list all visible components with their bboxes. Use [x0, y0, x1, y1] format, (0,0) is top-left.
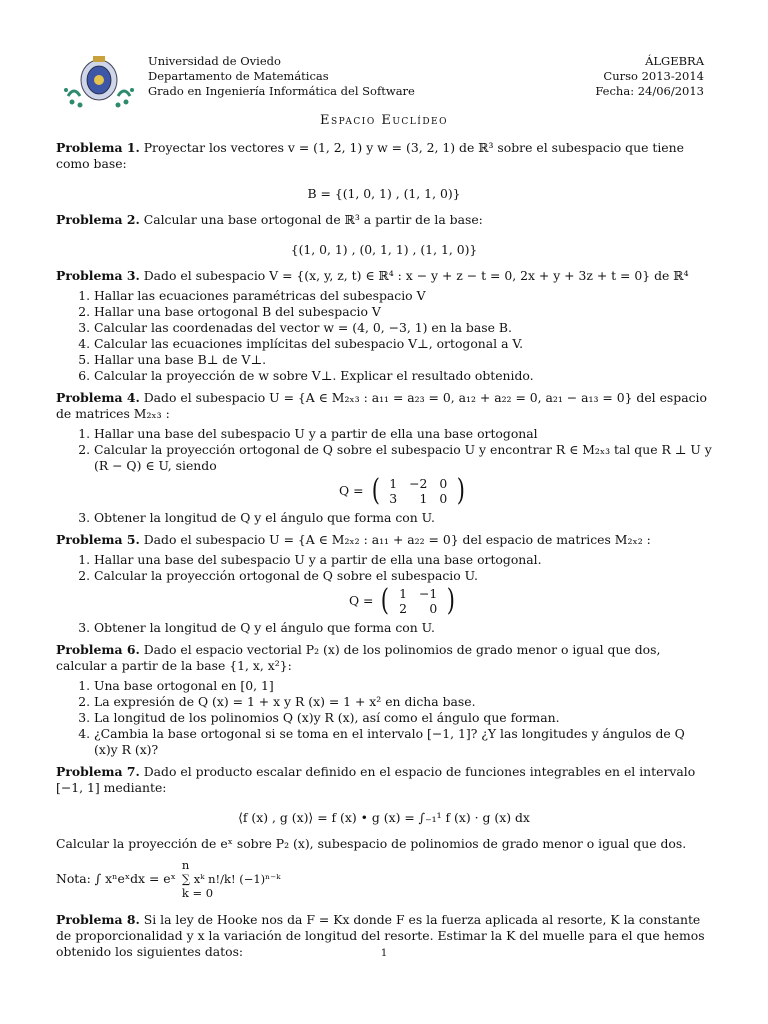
list-item: 3. Obtener la longitud de Q y el ángulo que forma con U.	[94, 620, 712, 636]
matrix-cell: 3	[389, 491, 398, 506]
list-item: 3. Obtener la longitud de Q y el ángulo que forma con U.	[94, 510, 712, 526]
problems-content	[56, 140, 712, 960]
sum-body: ∑ xᵏ n!/k! (−1)ⁿ⁻ᵏ	[181, 872, 281, 886]
problem-label: Problema 2.	[56, 212, 140, 227]
matrix-label: Q =	[339, 483, 364, 498]
problem-label: Problema 5.	[56, 532, 140, 547]
problem-7-followup: Calcular la proyección de eˣ sobre P₂ (x), subespacio de polinomios de grado menor o igual que dos.	[56, 836, 687, 851]
problem-text: Dado el subespacio V = {(x, y, z, t) ∈ ℝ⁴ : x − y + z − t = 0, 2x + y + 3z + t = 0} de ℝ⁴	[143, 268, 689, 283]
list-item-text: Calcular la proyección ortogonal de Q sobre el subespacio U.	[94, 568, 478, 583]
problem-label: Problema 6.	[56, 642, 140, 657]
department-name: Departamento de Matemáticas	[148, 69, 329, 83]
matrix-cell: 0	[439, 491, 448, 506]
problem-6-list	[56, 678, 712, 758]
problem-3	[56, 268, 712, 284]
list-item-text: Calcular la proyección ortogonal de Q sobre el subespacio U y encontrar R ∈ M₂ₓ₃ tal que R ⊥ U y (R − Q) ∈ U, siendo	[94, 442, 712, 473]
matrix-q	[94, 583, 712, 618]
list-item: 5. Hallar una base B⊥ de V⊥.	[94, 352, 712, 368]
list-item: 2. La expresión de Q (x) = 1 + x y R (x) = 1 + x² en dicha base.	[94, 694, 712, 710]
equation: B = {(1, 0, 1) , (1, 1, 0)}	[307, 186, 461, 201]
problem-text: Dado el producto escalar definido en el espacio de funciones integrables en el intervalo [−1, 1] mediante:	[56, 764, 696, 795]
problem-text: Calcular una base ortogonal de ℝ³ a partir de la base:	[143, 212, 483, 227]
university-crest-logo	[58, 50, 140, 112]
problem-label: Problema 1.	[56, 140, 140, 155]
header-course-info	[595, 54, 704, 99]
matrix-q	[94, 473, 712, 508]
list-item	[94, 568, 712, 616]
matrix-cell: 0	[429, 601, 438, 616]
problem-5-list	[56, 552, 712, 636]
problem-4	[56, 390, 712, 422]
list-item: 1. Hallar una base del subespacio U y a partir de ella una base ortogonal.	[94, 552, 712, 568]
left-paren: (	[371, 473, 380, 508]
right-paren: )	[447, 583, 456, 618]
left-paren: (	[381, 583, 390, 618]
matrix-cell: 1	[399, 586, 408, 601]
problem-label: Problema 4.	[56, 390, 140, 405]
equation: {(1, 0, 1) , (0, 1, 1) , (1, 1, 0)}	[290, 242, 478, 257]
matrix-cell: 1	[419, 491, 428, 506]
exam-date: Fecha: 24/06/2013	[595, 84, 704, 98]
course-year: Curso 2013-2014	[603, 69, 704, 83]
list-item: 3. La longitud de los polinomios Q (x)y R (x), así como el ángulo que forman.	[94, 710, 712, 726]
matrix-table	[393, 586, 443, 616]
list-item: 4. ¿Cambia la base ortogonal si se toma en el intervalo [−1, 1]? ¿Y las longitudes y ángulos de Q (x)y R (x)?	[94, 726, 712, 758]
matrix-cell: 2	[399, 601, 408, 616]
list-item: 3. Calcular las coordenadas del vector w = (4, 0, −3, 1) en la base B.	[94, 320, 712, 336]
sum-upper-limit: n	[181, 858, 190, 872]
problem-label: Problema 7.	[56, 764, 140, 779]
nota-label: Nota: ∫ xⁿeˣdx = eˣ	[56, 871, 176, 886]
list-item: 1. Hallar las ecuaciones paramétricas del subespacio V	[94, 288, 712, 304]
matrix-table	[383, 476, 453, 506]
problem-1	[56, 140, 712, 172]
matrix-cell: 1	[389, 476, 398, 491]
list-item: 4. Calcular las ecuaciones implícitas del subespacio V⊥, ortogonal a V.	[94, 336, 712, 352]
matrix-cell: −1	[419, 586, 438, 601]
problem-2	[56, 212, 712, 228]
list-item: 1. Hallar una base del subespacio U y a partir de ella una base ortogonal	[94, 426, 712, 442]
university-name: Universidad de Oviedo	[148, 54, 281, 68]
problem-4-list	[56, 426, 712, 526]
matrix-cell: −2	[409, 476, 428, 491]
equation: ⟨f (x) , g (x)⟩ = f (x) • g (x) = ∫₋₁¹ f (x) · g (x) dx	[238, 810, 530, 825]
problem-label: Problema 8.	[56, 912, 140, 927]
sum-lower-limit: k = 0	[181, 886, 214, 900]
degree-name: Grado en Ingeniería Informática del Software	[148, 84, 415, 98]
matrix-label: Q =	[348, 593, 374, 608]
list-item	[94, 442, 712, 506]
problem-text: Dado el espacio vectorial P₂ (x) de los polinomios de grado menor o igual que dos, calcular a partir de la base {1, x, x²}:	[56, 642, 661, 673]
list-item: 1. Una base ortogonal en [0, 1]	[94, 678, 712, 694]
problem-label: Problema 3.	[56, 268, 140, 283]
page-number: 1	[380, 948, 388, 959]
problem-text: Dado el subespacio U = {A ∈ M₂ₓ₃ : a₁₁ = a₂₃ = 0, a₁₂ + a₂₂ = 0, a₂₁ − a₁₃ = 0} del espacio de matrices M₂ₓ₃ :	[56, 390, 707, 421]
list-item: 2. Hallar una base ortogonal B del subespacio V	[94, 304, 712, 320]
list-item: 6. Calcular la proyección de w sobre V⊥. Explicar el resultado obtenido.	[94, 368, 712, 384]
matrix-cell: 0	[439, 476, 448, 491]
summation	[182, 858, 281, 900]
right-paren: )	[457, 473, 466, 508]
problem-5	[56, 532, 712, 548]
problem-text: Si la ley de Hooke nos da F = Kx donde F es la fuerza aplicada al resorte, K la constante de proporcionalidad y x la variación de longitud del resorte. Estimar la K del muelle para el que hemos obtenido los siguientes datos:	[56, 912, 705, 959]
problem-6	[56, 642, 712, 674]
problem-text: Dado el subespacio U = {A ∈ M₂ₓ₂ : a₁₁ + a₂₂ = 0} del espacio de matrices M₂ₓ₂ :	[143, 532, 651, 547]
problem-7	[56, 764, 712, 796]
header-institution	[148, 54, 415, 99]
problem-3-list	[56, 288, 712, 384]
problem-text: Proyectar los vectores v = (1, 2, 1) y w = (3, 2, 1) de ℝ³ sobre el subespacio que tiene como base:	[56, 140, 684, 171]
nota-formula	[56, 858, 712, 900]
page-title: Espacio Euclídeo	[320, 113, 448, 128]
subject-name: ÁLGEBRA	[645, 54, 704, 68]
